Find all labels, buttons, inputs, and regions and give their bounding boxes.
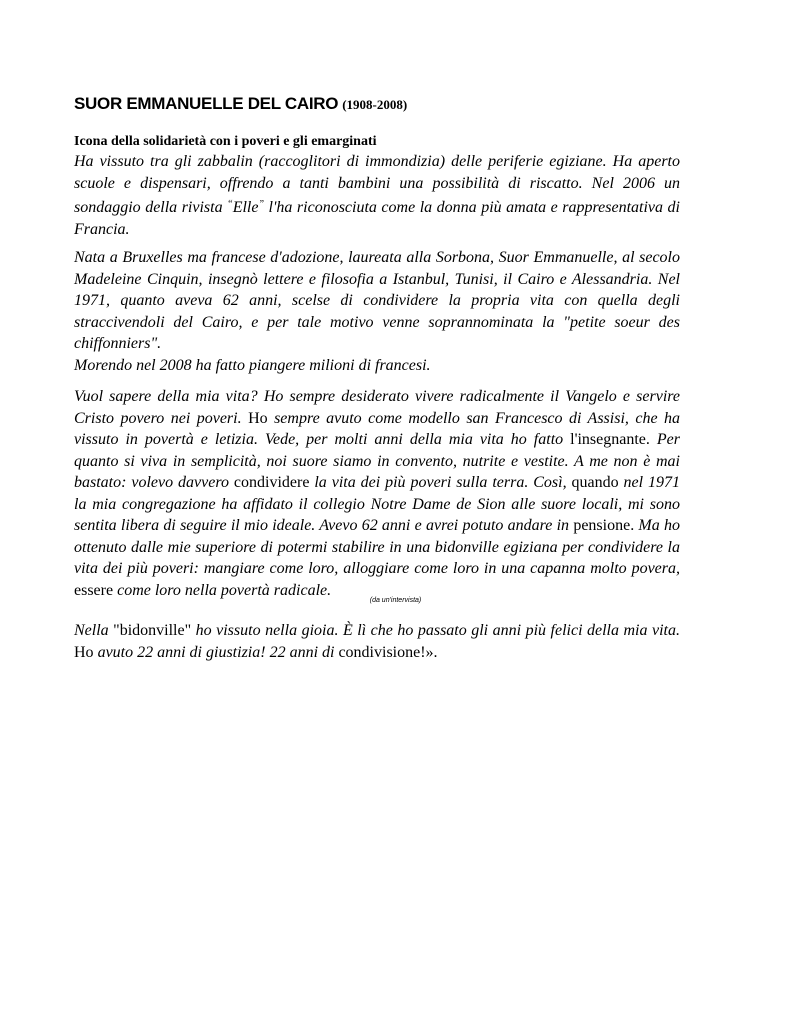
bio-paragraph-3: Morendo nel 2008 ha fatto piangere milioni di francesi. bbox=[74, 356, 431, 374]
text-run: sempre avuto come modello san Francesco di Assisi, che ha vissuto in povertà e letizia. Vede, per molti anni della mia vita ho fatto bbox=[74, 409, 680, 448]
open-quote: “ bbox=[227, 199, 233, 210]
text-run-roman: condivisione!». bbox=[338, 643, 438, 661]
text-run: Nella bbox=[74, 622, 114, 639]
text-run-roman: pensione. bbox=[573, 517, 635, 534]
text-run-roman: quando bbox=[571, 474, 619, 491]
text-run: avuto 22 anni di giustizia! 22 anni di bbox=[93, 643, 339, 661]
text-run: la vita dei più poveri sulla terra. Così, bbox=[309, 474, 572, 491]
source-note: (da un'intervista) bbox=[369, 597, 422, 604]
interview-paragraph-2 bbox=[74, 620, 680, 663]
subtitle: Icona della solidarietà con i poveri e gli emarginati bbox=[74, 134, 377, 149]
title-name: SUOR EMMANUELLE DEL CAIRO bbox=[74, 94, 339, 113]
text-run: Per quanto si viva in semplicità, noi suore siamo in convento, nutrite e vestite. A me non è mai bastato: volevo davvero bbox=[74, 431, 680, 491]
text-run-roman: "bidonville" bbox=[113, 622, 192, 639]
text-run-roman: Ho bbox=[248, 409, 268, 427]
text-run: ho vissuto nella gioia. È lì che ho passato gli anni più felici della mia vita. bbox=[191, 622, 680, 639]
text-run-roman: Ho bbox=[74, 643, 94, 661]
text-run-roman: essere bbox=[74, 581, 114, 599]
close-quote: ” bbox=[258, 199, 265, 210]
text-run: Ha vissuto tra gli zabbalin (raccoglitori di immondizia) delle periferie egiziane. Ha aperto scuole e dispensari, offrendo a tanti bambini una possibilità di riscatto. Nel 2006 un sondaggio della rivista bbox=[74, 153, 680, 216]
text-run: nel 1971 la mia congregazione ha affidato il collegio Notre Dame de Sion alle suore locali, mi sono sentita libera di seguire il mio ideale. Avevo 62 anni e avrei potuto andare in bbox=[74, 474, 680, 534]
magazine-name: Elle bbox=[232, 199, 259, 216]
text-run: Vuol sapere della mia vita? Ho sempre desiderato vivere radicalmente il Vangelo e servire Cristo povero nei poveri. bbox=[74, 388, 680, 427]
bio-paragraph-2: Nata a Bruxelles ma francese d'adozione, laureata alla Sorbona, Suor Emmanuelle, al secolo Madeleine Cinquin, insegnò lettere e filosofia a Istanbul, Tunisi, il Cairo e Alessandria. Nel 1971, quanto aveva 62 anni, scelse di condividere la propria vita con quella degli straccivendoli del Cairo, e per tale motivo venne soprannominata la "petite soeur des chiffonniers". bbox=[74, 249, 680, 352]
title-dates: (1908-2008) bbox=[342, 97, 408, 112]
page-title bbox=[74, 92, 680, 117]
text-run: come loro nella povertà radicale. bbox=[113, 581, 332, 599]
bio-paragraph-1 bbox=[74, 151, 680, 240]
article bbox=[74, 92, 680, 663]
text-run: l'ha riconosciuta come la donna più amata e rappresentativa di Francia. bbox=[74, 199, 681, 238]
interview-paragraph-1 bbox=[74, 386, 680, 601]
text-run-roman: condividere bbox=[233, 474, 310, 491]
text-run-roman: l'insegnante. bbox=[570, 431, 650, 448]
text-run: Ma ho ottenuto dalle mie superiore di potermi stabilire in una bidonville egiziana per condividere la vita dei più poveri: mangiare come loro, alloggiare come loro in una capanna molto povera, bbox=[74, 517, 681, 577]
